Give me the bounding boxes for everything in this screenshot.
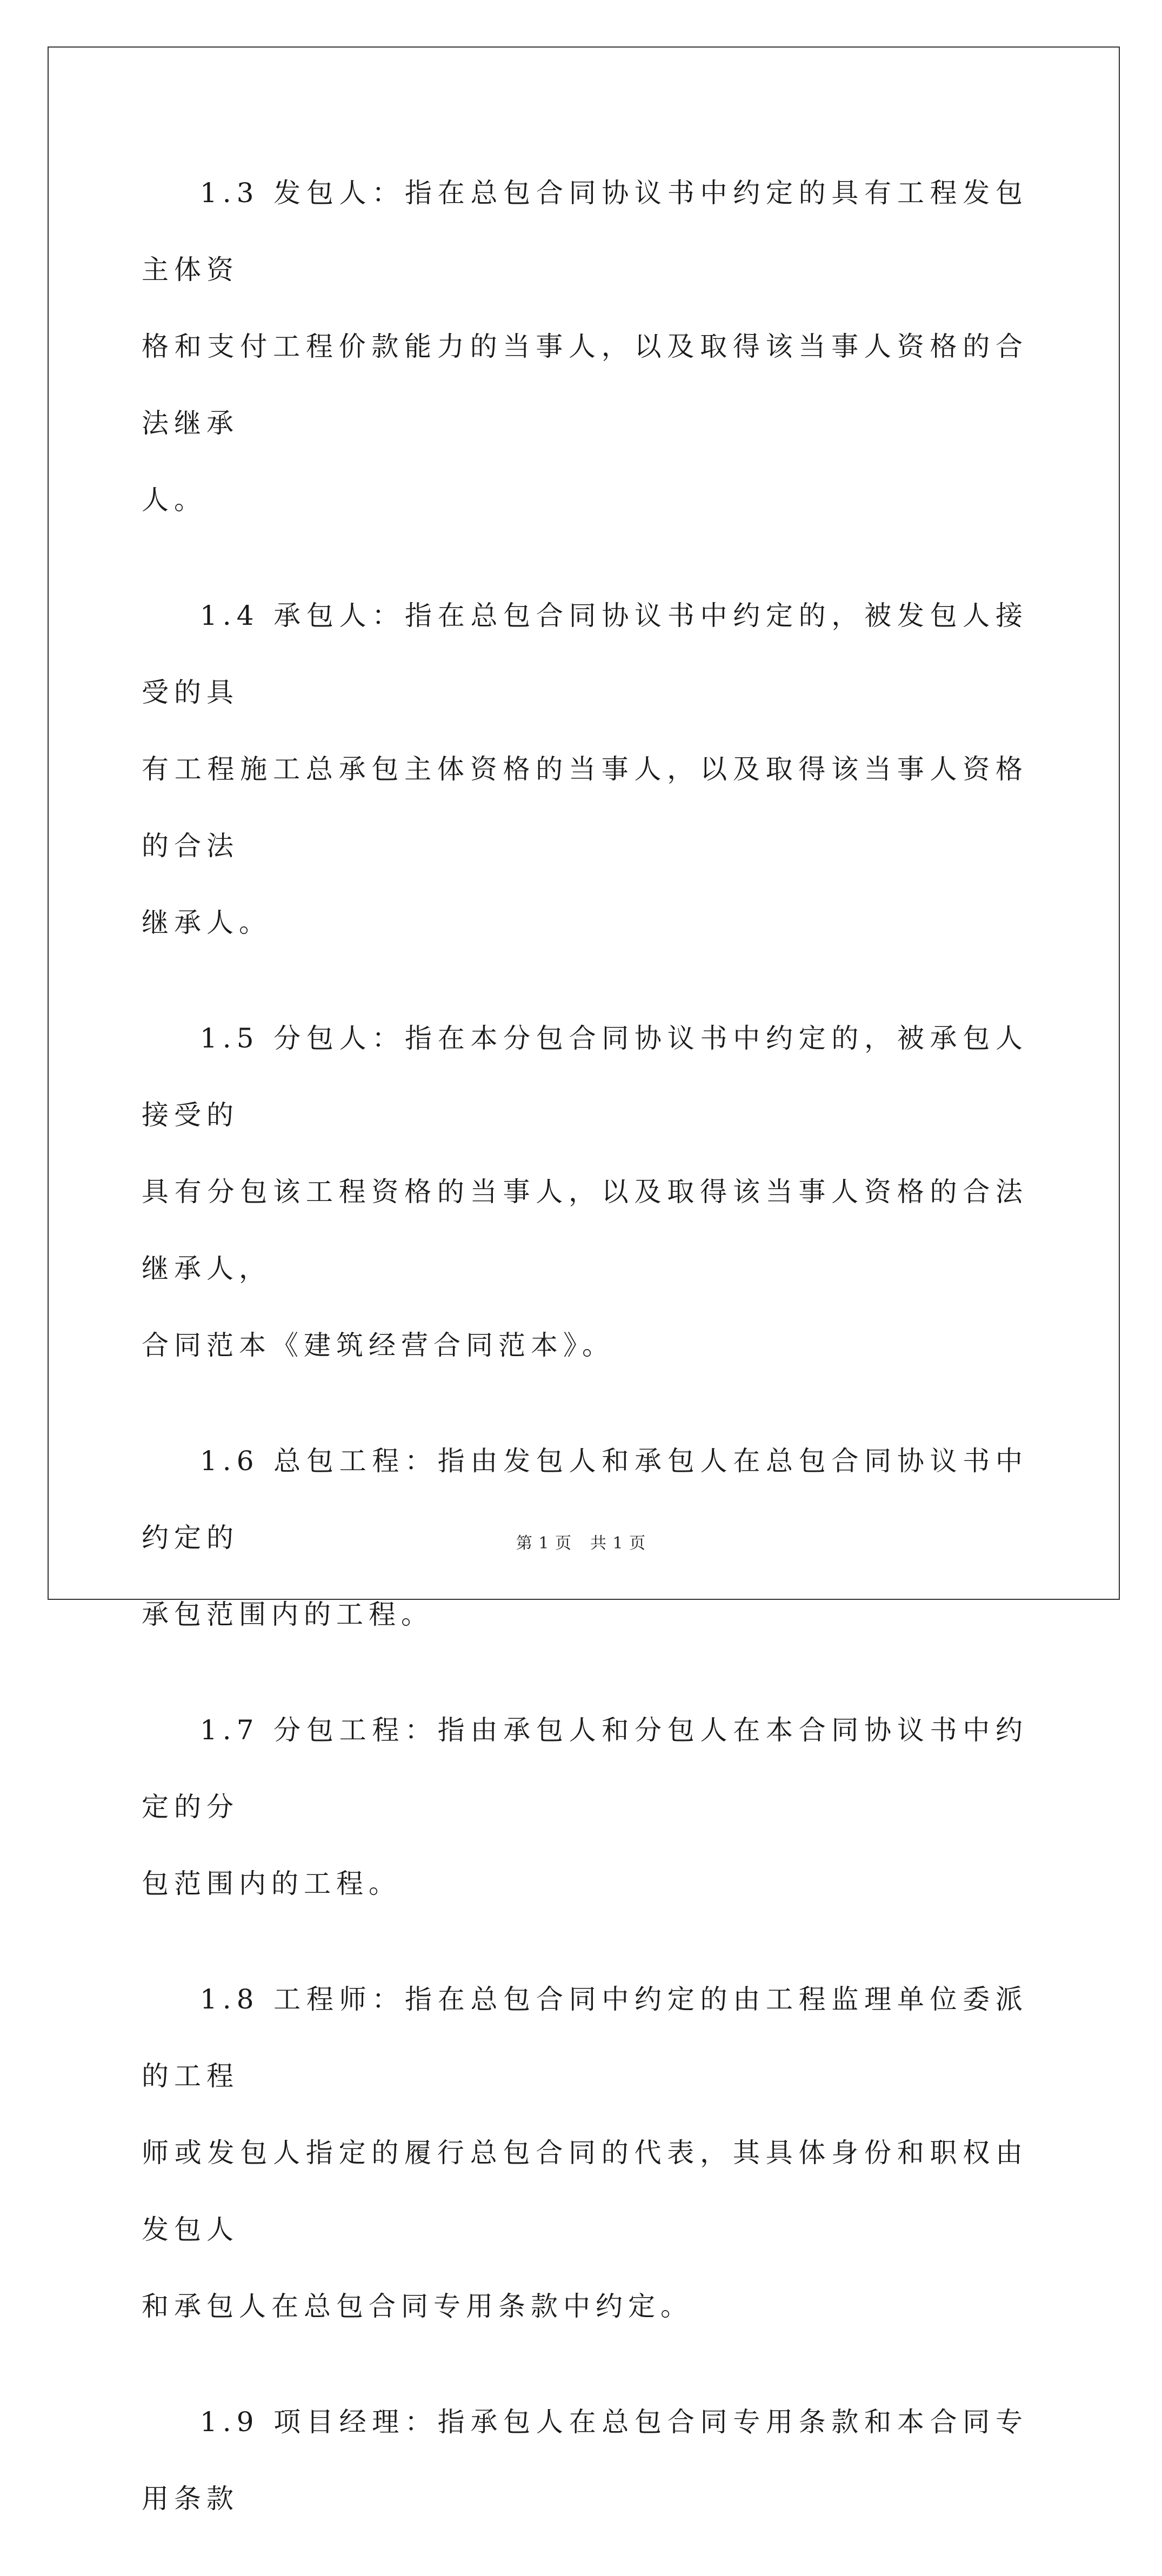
text-line: 格和支付工程价款能力的当事人，以及取得该当事人资格的合法继承 [142, 331, 1028, 439]
text-line: 1.7 分包工程：指由承包人和分包人在本合同协议书中约定的分 [142, 1714, 1028, 1823]
text-line: 人。 [142, 484, 206, 516]
page-number: 第 1 页 [516, 1534, 572, 1553]
paragraph-1-3 [142, 155, 1028, 538]
paragraph-1-4 [142, 577, 1028, 961]
text-line: 1.9 项目经理：指承包人在总包合同专用条款和本合同专用条款 [142, 2406, 1028, 2514]
paragraph-1-8 [142, 1961, 1028, 2345]
text-line: 1.6 总包工程：指由发包人和承包人在总包合同协议书中约定的 [142, 1445, 1028, 1553]
text-line: 1.8 工程师：指在总包合同中约定的由工程监理单位委派的工程 [142, 1984, 1028, 2092]
paragraph-1-7 [142, 1692, 1028, 1922]
text-line: 具有分包该工程资格的当事人，以及取得该当事人资格的合法继承人， [142, 1176, 1028, 1284]
text-line: 师或发包人指定的履行总包合同的代表，其具体身份和职权由发包人 [142, 2137, 1028, 2245]
text-line: 合同范本《建筑经营合同范本》。 [142, 1330, 615, 1361]
paragraph-1-9 [142, 2384, 1028, 2537]
text-line: 和承包人在总包合同专用条款中约定。 [142, 2291, 693, 2322]
page-total: 共 1 页 [590, 1534, 646, 1553]
text-line: 有工程施工总承包主体资格的当事人，以及取得该当事人资格的合法 [142, 753, 1028, 862]
text-line: 继承人。 [142, 907, 271, 938]
document-body [142, 155, 1028, 2576]
text-line: 1.4 承包人：指在总包合同协议书中约定的，被发包人接受的具 [142, 600, 1028, 708]
paragraph-1-5 [142, 1000, 1028, 1384]
text-line: 承包范围内的工程。 [142, 1599, 433, 1630]
text-line: 1.3 发包人：指在总包合同协议书中约定的具有工程发包主体资 [142, 177, 1028, 285]
text-line: 包范围内的工程。 [142, 1868, 401, 1899]
page-footer [0, 1530, 1162, 1553]
text-line: 1.5 分包人：指在本分包合同协议书中约定的，被承包人接受的 [142, 1023, 1028, 1131]
